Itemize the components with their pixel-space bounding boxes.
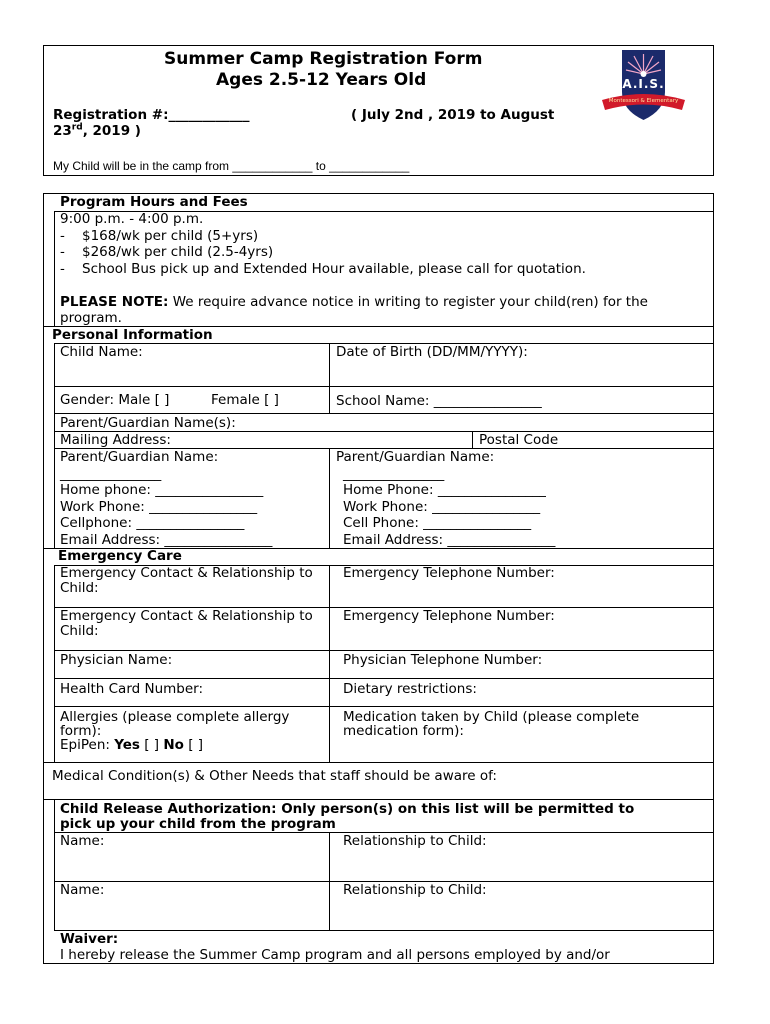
allergies-field-cont: form): bbox=[60, 723, 102, 739]
program-note-continued: program. bbox=[60, 310, 122, 326]
fee-item: School Bus pick up and Extended Hour available, please call for quotation. bbox=[82, 261, 586, 277]
program-hours: 9:00 p.m. - 4:00 p.m. bbox=[60, 211, 204, 227]
divider bbox=[329, 343, 330, 413]
camp-attendance-dates-field[interactable]: My Child will be in the camp from ____________ to ____________ bbox=[53, 159, 410, 173]
date-of-birth-field[interactable]: Date of Birth (DD/MM/YYYY): bbox=[336, 344, 528, 360]
medication-field[interactable]: Medication taken by Child (please complete bbox=[343, 709, 640, 725]
program-note: PLEASE NOTE: We require advance notice in writing to register your child(ren) for the bbox=[60, 294, 648, 310]
emergency-phone-2-field[interactable]: Emergency Telephone Number: bbox=[343, 608, 555, 624]
fee-item: $168/wk per child (5+yrs) bbox=[82, 228, 259, 244]
release-heading: Child Release Authorization: Only person(s) on this list will be permitted to bbox=[60, 801, 635, 817]
medication-field-cont: medication form): bbox=[343, 723, 464, 739]
release-name-2-field[interactable]: Name: bbox=[60, 882, 105, 898]
emergency-phone-1-field[interactable]: Emergency Telephone Number: bbox=[343, 565, 555, 581]
dietary-restrictions-field[interactable]: Dietary restrictions: bbox=[343, 681, 477, 697]
divider bbox=[54, 413, 714, 414]
divider bbox=[329, 565, 330, 762]
parent1-cellphone-field[interactable]: Cellphone: ________________ bbox=[60, 515, 245, 531]
release-heading-cont: pick up your child from the program bbox=[60, 816, 336, 832]
divider bbox=[54, 678, 714, 679]
parent1-home-phone-field[interactable]: Home phone: ________________ bbox=[60, 482, 264, 498]
divider bbox=[54, 706, 714, 707]
waiver-heading: Waiver: bbox=[60, 931, 119, 947]
emergency-heading: Emergency Care bbox=[58, 548, 182, 564]
divider bbox=[54, 565, 55, 762]
parent2-name-field[interactable]: Parent/Guardian Name: bbox=[336, 449, 495, 465]
parent2-home-phone-field[interactable]: Home Phone: ________________ bbox=[343, 482, 546, 498]
school-logo bbox=[596, 44, 691, 126]
camp-dates-range: ( July 2nd , 2019 to August bbox=[351, 107, 555, 123]
release-name-1-field[interactable]: Name: bbox=[60, 833, 105, 849]
registration-number-field[interactable]: Registration #:____________ bbox=[53, 107, 250, 123]
registration-date-line: 23rd, 2019 ) bbox=[53, 122, 141, 139]
school-name-field[interactable]: School Name: ________________ bbox=[336, 393, 542, 409]
release-relationship-1-field[interactable]: Relationship to Child: bbox=[343, 833, 487, 849]
fee-bullet: - bbox=[60, 261, 65, 277]
divider bbox=[43, 762, 714, 763]
divider bbox=[54, 211, 55, 326]
epipen-checkbox[interactable]: EpiPen: Yes [ ] No [ ] bbox=[60, 737, 204, 753]
divider bbox=[472, 431, 473, 448]
divider bbox=[54, 650, 714, 651]
physician-phone-field[interactable]: Physician Telephone Number: bbox=[343, 652, 543, 668]
gender-female-checkbox[interactable]: Female [ ] bbox=[211, 392, 279, 408]
divider bbox=[54, 930, 714, 931]
divider bbox=[54, 343, 55, 548]
emergency-contact-1-field-cont: Child: bbox=[60, 580, 99, 596]
parent2-name-blank[interactable]: _______________ bbox=[343, 466, 445, 482]
fee-bullet: - bbox=[60, 228, 65, 244]
parent2-email-field[interactable]: Email Address: ________________ bbox=[343, 532, 556, 548]
parent-names-label: Parent/Guardian Name(s): bbox=[60, 415, 236, 431]
emergency-contact-1-field[interactable]: Emergency Contact & Relationship to bbox=[60, 565, 313, 581]
medical-conditions-field[interactable]: Medical Condition(s) & Other Needs that staff should be aware of: bbox=[52, 768, 497, 784]
mailing-address-field[interactable]: Mailing Address: bbox=[60, 432, 171, 448]
emergency-contact-2-field[interactable]: Emergency Contact & Relationship to bbox=[60, 608, 313, 624]
logo-text: A.I.S. bbox=[622, 77, 665, 91]
emergency-contact-2-field-cont: Child: bbox=[60, 623, 99, 639]
fee-item: $268/wk per child (2.5-4yrs) bbox=[82, 244, 274, 260]
divider bbox=[54, 386, 714, 387]
divider bbox=[54, 799, 55, 930]
logo-banner-text: Montessori & Elementary bbox=[608, 98, 679, 104]
parent2-work-phone-field[interactable]: Work Phone: ________________ bbox=[343, 499, 541, 515]
physician-name-field[interactable]: Physician Name: bbox=[60, 652, 173, 668]
divider bbox=[43, 799, 714, 800]
child-name-field[interactable]: Child Name: bbox=[60, 344, 143, 360]
parent1-name-blank[interactable]: _______________ bbox=[60, 466, 162, 482]
parent2-cellphone-field[interactable]: Cell Phone: ________________ bbox=[343, 515, 532, 531]
gender-male-checkbox[interactable]: Gender: Male [ ] bbox=[60, 392, 170, 408]
parent1-name-field[interactable]: Parent/Guardian Name: bbox=[60, 449, 219, 465]
parent1-email-field[interactable]: Email Address: ________________ bbox=[60, 532, 273, 548]
waiver-text: I hereby release the Summer Camp program and all persons employed by and/or bbox=[60, 947, 610, 963]
fee-bullet: - bbox=[60, 244, 65, 260]
form-subtitle: Ages 2.5-12 Years Old bbox=[216, 70, 427, 90]
health-card-field[interactable]: Health Card Number: bbox=[60, 681, 204, 697]
form-title: Summer Camp Registration Form bbox=[164, 49, 483, 69]
parent1-work-phone-field[interactable]: Work Phone: ________________ bbox=[60, 499, 258, 515]
postal-code-field[interactable]: Postal Code bbox=[479, 432, 559, 448]
allergies-field[interactable]: Allergies (please complete allergy bbox=[60, 709, 290, 725]
program-heading: Program Hours and Fees bbox=[60, 194, 248, 210]
personal-heading: Personal Information bbox=[52, 327, 213, 343]
release-relationship-2-field[interactable]: Relationship to Child: bbox=[343, 882, 487, 898]
divider bbox=[329, 448, 330, 548]
